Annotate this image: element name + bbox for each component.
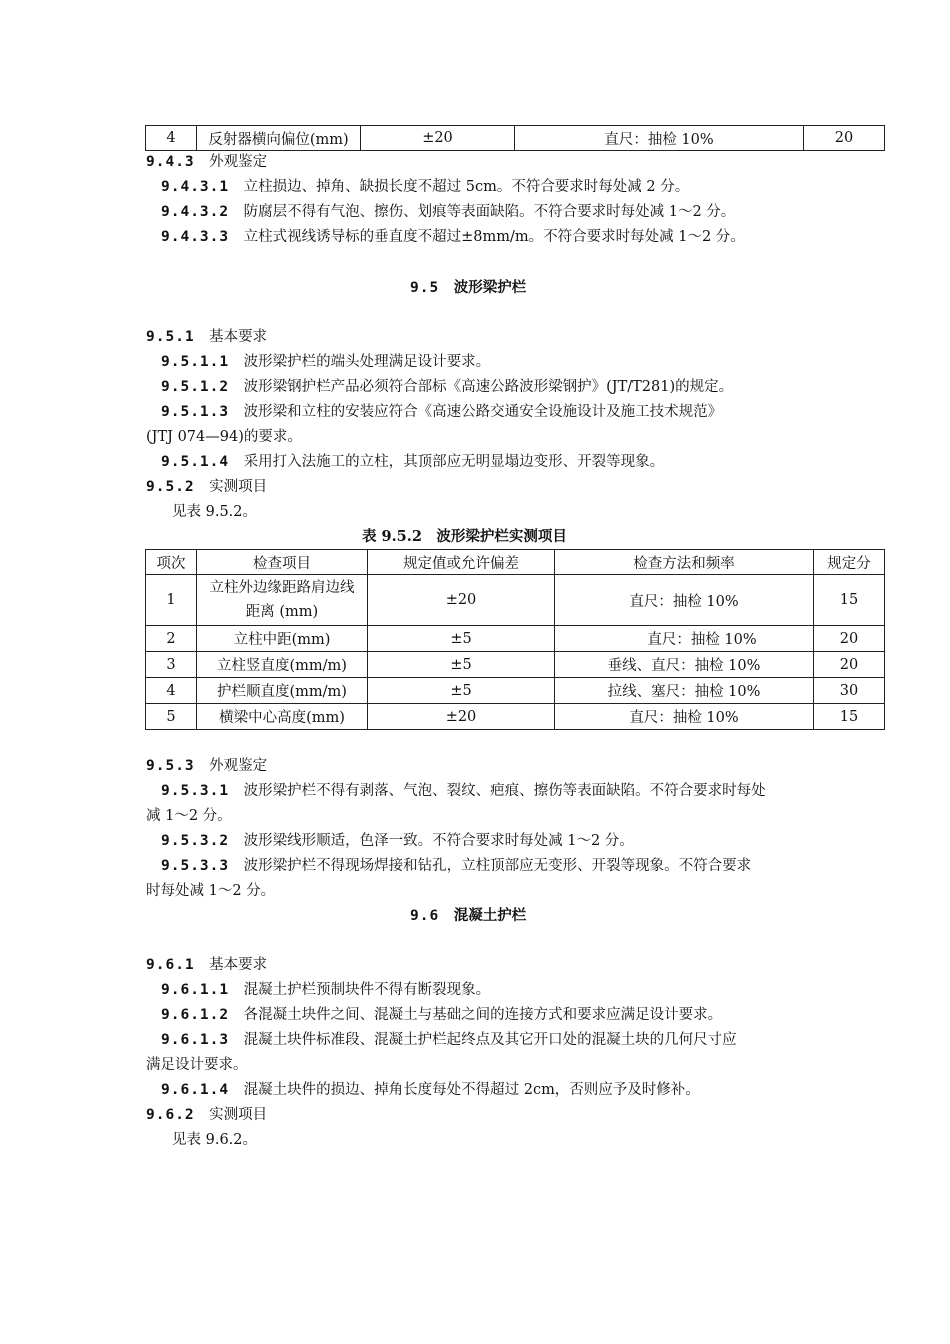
- clause-9-6-1-4: [161, 1080, 700, 1100]
- clause-number: 9.4.3.2: [161, 204, 230, 220]
- table-cell: [197, 575, 368, 626]
- section-number: 9.5.3: [146, 758, 195, 774]
- table-caption: 表 9.5.2 波形梁护栏实测项目: [362, 528, 567, 545]
- section-number: 9.6: [410, 908, 440, 924]
- section-9-5-3: [146, 756, 267, 776]
- table-header-cell: 检查方法和频率: [555, 550, 814, 575]
- clause-9-4-3-1: [161, 177, 689, 197]
- clause-number: 9.6.1.4: [161, 1082, 230, 1098]
- table-cell: 20: [814, 652, 885, 678]
- table-row: [146, 126, 885, 151]
- clause-number: 9.5.1.3: [161, 404, 230, 420]
- clause-9-5-3-1: [161, 781, 766, 801]
- table-cell: 直尺：抽检 10%: [555, 575, 814, 626]
- table-header-row: [146, 550, 885, 575]
- clause-number: 9.5.1.4: [161, 454, 230, 470]
- clause-number: 9.5.3.1: [161, 783, 230, 799]
- clause-continuation: 时每处减 1～2 分。: [146, 883, 276, 899]
- table-cell: 立柱竖直度(mm/m): [197, 652, 368, 678]
- table-row: [146, 678, 885, 704]
- table-header-cell: 项次: [146, 550, 197, 575]
- section-9-4-3: [146, 152, 267, 172]
- table-cell: ±20: [368, 704, 555, 730]
- table-cell: ±20: [361, 126, 515, 151]
- clause-continuation: 满足设计要求。: [146, 1057, 248, 1073]
- clause-9-5-1-4: [161, 452, 664, 472]
- clause-9-4-3-2: [161, 202, 735, 222]
- section-heading: 基本要求: [209, 329, 268, 345]
- clause-number: 9.6.1.1: [161, 982, 230, 998]
- section-title-9-5: [410, 278, 526, 298]
- clause-9-5-3-2: [161, 831, 634, 851]
- clause-text: 立柱损边、掉角、缺损长度不超过 5cm。不符合要求时每处减 2 分。: [243, 179, 690, 195]
- clause-9-6-1-3: [161, 1030, 737, 1050]
- section-9-6-2: [146, 1105, 267, 1125]
- clause-number: 9.6.1.3: [161, 1032, 230, 1048]
- clause-text: 采用打入法施工的立柱，其顶部应无明显塌边变形、开裂等现象。: [243, 454, 665, 470]
- clause-text: 波形梁线形顺适，色泽一致。不符合要求时每处减 1～2 分。: [243, 833, 634, 849]
- table-header-cell: 检查项目: [197, 550, 368, 575]
- clause-9-5-3-3: [161, 856, 751, 876]
- table-row: [146, 575, 885, 626]
- table-cell: 15: [814, 704, 885, 730]
- clause-number: 9.5.1.1: [161, 354, 230, 370]
- section-heading: 实测项目: [209, 479, 268, 495]
- clause-number: 9.4.3.1: [161, 179, 230, 195]
- table-cell: 4: [146, 678, 197, 704]
- table-cell: 20: [814, 626, 885, 652]
- table-cell: 3: [146, 652, 197, 678]
- table-header-cell: 规定分: [814, 550, 885, 575]
- section-heading: 基本要求: [209, 957, 268, 973]
- clause-text: 波形梁钢护栏产品必须符合部标《高速公路波形梁钢护》(JT/T281)的规定。: [243, 379, 734, 395]
- section-heading: 外观鉴定: [209, 154, 268, 170]
- section-number: 9.5: [410, 280, 440, 296]
- table-row: [146, 704, 885, 730]
- clause-number: 9.5.1.2: [161, 379, 230, 395]
- table-row: [146, 652, 885, 678]
- table-cell: 直尺：抽检 10%: [555, 626, 814, 652]
- clause-number: 9.6.1.2: [161, 1007, 230, 1023]
- table-cell: ±5: [368, 678, 555, 704]
- section-title-9-6: [410, 906, 526, 926]
- clause-number: 9.4.3.3: [161, 229, 230, 245]
- section-heading: 实测项目: [209, 1107, 268, 1123]
- table-cell: 5: [146, 704, 197, 730]
- clause-number: 9.5.3.2: [161, 833, 230, 849]
- table-cell: 垂线、直尺：抽检 10%: [555, 652, 814, 678]
- clause-text: 混凝土块件的损边、掉角长度每处不得超过 2cm，否则应予及时修补。: [243, 1082, 700, 1098]
- clause-text: 防腐层不得有气泡、擦伤、划痕等表面缺陷。不符合要求时每处减 1～2 分。: [243, 204, 736, 220]
- clause-continuation: 减 1～2 分。: [146, 808, 232, 824]
- clause-text: 混凝土块件标准段、混凝土护栏起终点及其它开口处的混凝土块的几何尺寸应: [243, 1032, 737, 1048]
- section-number: 9.5.1: [146, 329, 195, 345]
- clause-text: 立柱式视线诱导标的垂直度不超过±8mm/m。不符合要求时每处减 1～2 分。: [243, 229, 745, 245]
- table-cell: 15: [814, 575, 885, 626]
- table-cell: 20: [804, 126, 885, 151]
- table-cell: 横梁中心高度(mm): [197, 704, 368, 730]
- clause-9-5-1-1: [161, 352, 490, 372]
- table-cell: 直尺：抽检 10%: [555, 704, 814, 730]
- table-cell: 护栏顺直度(mm/m): [197, 678, 368, 704]
- table-cell: ±5: [368, 652, 555, 678]
- clause-9-6-1-1: [161, 980, 490, 1000]
- table-row: [146, 626, 885, 652]
- clause-continuation: (JTJ 074—94)的要求。: [146, 429, 302, 445]
- section-number: 9.4.3: [146, 154, 195, 170]
- table-cell: ±20: [368, 575, 555, 626]
- table-cell: 反射器横向偏位(mm): [197, 126, 361, 151]
- clause-9-6-1-2: [161, 1005, 722, 1025]
- section-heading: 外观鉴定: [209, 758, 268, 774]
- table-cell: ±5: [368, 626, 555, 652]
- clause-number: 9.5.3.3: [161, 858, 230, 874]
- clause-9-5-1-3: [161, 402, 722, 422]
- table-cell: 4: [146, 126, 197, 151]
- table-9-5-2: [145, 549, 885, 730]
- section-number: 9.6.1: [146, 957, 195, 973]
- section-9-5-1: [146, 327, 267, 347]
- section-number: 9.5.2: [146, 479, 195, 495]
- table-cell: 30: [814, 678, 885, 704]
- clause-9-4-3-3: [161, 227, 745, 247]
- clause-text: 波形梁护栏不得有剥落、气泡、裂纹、疤痕、擦伤等表面缺陷。不符合要求时每处: [243, 783, 766, 799]
- clause-text: 波形梁护栏不得现场焊接和钻孔，立柱顶部应无变形、开裂等现象。不符合要求: [243, 858, 752, 874]
- table-cell: 2: [146, 626, 197, 652]
- cell-line: 立柱外边缘距路肩边线: [209, 580, 355, 596]
- section-9-6-1: [146, 955, 267, 975]
- table-header-cell: 规定值或允许偏差: [368, 550, 555, 575]
- section-heading: 混凝土护栏: [453, 907, 527, 924]
- table-reference: 见表 9.6.2。: [172, 1132, 258, 1148]
- table-cell: 直尺：抽检 10%: [515, 126, 804, 151]
- top-table: [145, 125, 885, 151]
- clause-text: 各混凝土块件之间、混凝土与基础之间的连接方式和要求应满足设计要求。: [243, 1007, 723, 1023]
- clause-text: 波形梁和立柱的安装应符合《高速公路交通安全设施设计及施工技术规范》: [243, 404, 723, 420]
- clause-text: 混凝土护栏预制块件不得有断裂现象。: [243, 982, 491, 998]
- clause-9-5-1-2: [161, 377, 733, 397]
- cell-line: 距离 (mm): [245, 604, 319, 620]
- section-heading: 波形梁护栏: [453, 279, 527, 296]
- table-cell: 拉线、塞尺：抽检 10%: [555, 678, 814, 704]
- section-number: 9.6.2: [146, 1107, 195, 1123]
- table-cell: 立柱中距(mm): [197, 626, 368, 652]
- section-9-5-2: [146, 477, 267, 497]
- table-reference: 见表 9.5.2。: [172, 504, 258, 520]
- clause-text: 波形梁护栏的端头处理满足设计要求。: [243, 354, 491, 370]
- table-cell: 1: [146, 575, 197, 626]
